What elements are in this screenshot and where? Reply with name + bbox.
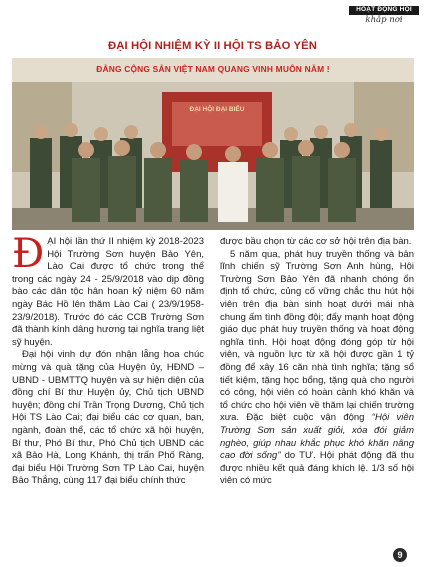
section-badge (349, 6, 419, 24)
paragraph-achievements (220, 249, 414, 488)
paragraph-intro-text: ẠI hội lần thứ II nhiệm kỳ 2018-2023 Hội Trường Sơn huyện Bảo Yên, Lào Cai được tổ chức trong thể trong các ngày 24 - 25/9/2018 vào dịp đồng bào các dân tộc hân hoan kỷ niệm 60 năm ngày Bác Hồ lên thăm Lào Cai ( 23/9/1958-23/9/2018). Trước đó các CCB Trường Sơn đã thành kính dâng hương tại nghĩa trang liệt sỹ huyện. (12, 236, 204, 348)
group-photo-illustration (12, 58, 414, 230)
dropcap-letter: Đ (12, 231, 45, 277)
photo-stage-text: ĐẠI HỘI ĐẠI BIỂU (189, 106, 245, 113)
photo-banner-text: ĐẢNG CỘNG SẢN VIỆT NAM QUANG VINH MUÔN NĂM ! (96, 64, 330, 74)
article-column-left (12, 231, 204, 488)
paragraph-intro (12, 231, 204, 349)
section-badge-top: HOẠT ĐỘNG HỘI (349, 6, 419, 15)
page-number: 9 (393, 548, 407, 562)
paragraph-guests: Đại hội vinh dự đón nhận lẵng hoa chúc mừng và quà tặng của Huyện ủy, HĐND – UBND - UBMTTQ huyện và sự hiện diện của đồng chí Bí thư Huyện ủy, Chủ tịch UBND huyện; đồng chí Trần Trọng Dương, Chủ tịch Hội TS Lào Cai; đại biểu các cơ quan, ban, ngành, đoàn thể, các tổ chức xã hội huyện, Bí thư, Phó Bí thư, Phó Chủ tịch UBND các xã Bảo Hà, Long Khánh, thị trấn Phố Ràng, đại biểu Hội Trường Sơn TP Lào Cai, huyện Bảo Thắng, cùng 117 đại biểu chính thức (12, 349, 204, 487)
paragraph-achievements-text: 5 năm qua, phát huy truyền thống và bản lĩnh chiến sỹ Trường Sơn Anh hùng, Hội Trường Sơn Bảo Yên đã nhanh chóng ổn định tổ chức, củng cố vững chắc thu hút hội viên trên địa bàn sinh hoạt dưới mái nhà chung ấm tình đồng đội; đẩy mạnh hoạt động giáo dục phát huy truyền thống và hoạt động nghĩa tình. Hội hoạt động đóng góp từ hội viên, và nguồn lực từ xã hội được gần 1 tỷ đồng để xây 16 căn nhà tình nghĩa; tặng sổ tiết kiệm, tặng học bổng, tặng quà cho người có công, hội viên có hoàn cảnh khó khăn và tổ chức cho hội viên về thăm lại chiến trường xưa. Đặc biệt cuộc vận động (220, 248, 414, 424)
article-title: ĐẠI HỘI NHIỆM KỲ II HỘI TS BẢO YÊN (107, 40, 318, 52)
section-badge-bottom: khắp nơi (365, 14, 403, 25)
article-column-right (220, 236, 414, 488)
group-photo (12, 58, 414, 230)
paragraph-achievements-end: do TƯ. Hội phát động đã thu được nhiều kết quả đáng khích lệ. 1/3 số hội viên có mức (220, 450, 415, 487)
campaign-quote: “Hội viên Trường Sơn sản xuất giỏi, xóa đói giảm nghèo, giúp nhau khắc phục khó khăn nâng cao đời sống” (220, 412, 414, 462)
paragraph-continued: được bầu chọn từ các cơ sở hội trên địa bàn. (220, 236, 412, 247)
